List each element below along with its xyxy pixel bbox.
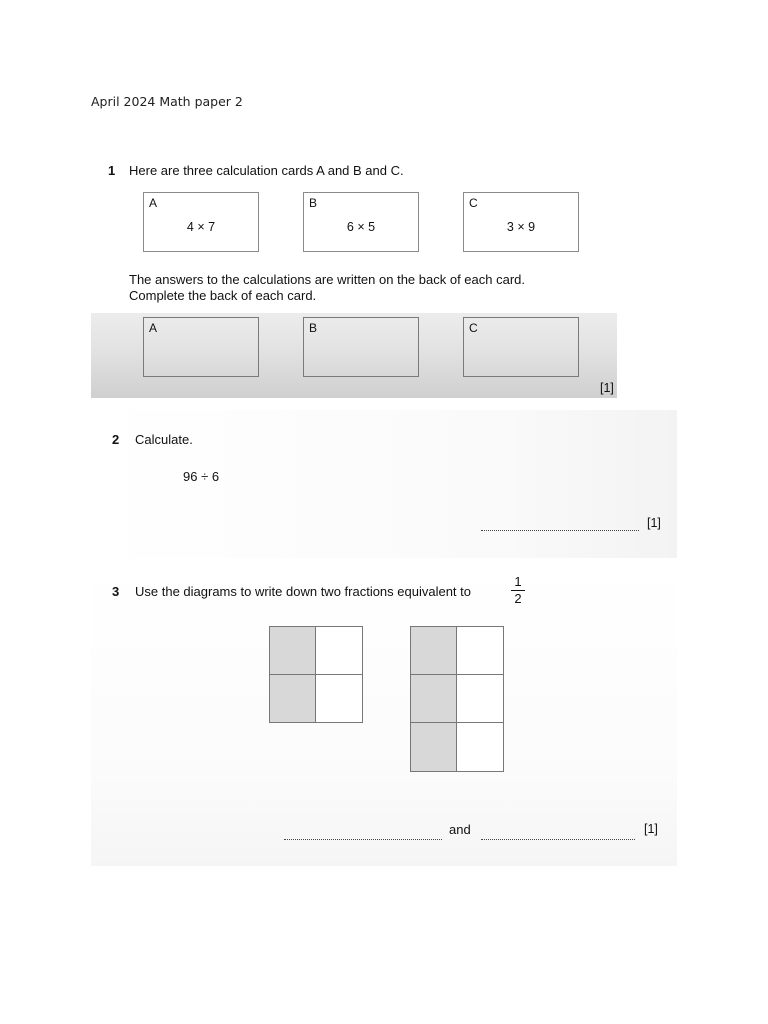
shaded-cell bbox=[411, 723, 457, 772]
question-3-answer-line-1[interactable] bbox=[284, 839, 442, 840]
card-front-a bbox=[143, 192, 259, 252]
card-letter: A bbox=[149, 196, 158, 210]
unshaded-cell bbox=[316, 627, 363, 675]
card-back-b[interactable] bbox=[303, 317, 419, 377]
card-expression: 4 × 7 bbox=[186, 220, 216, 234]
question-3-answer-line-2[interactable] bbox=[481, 839, 635, 840]
question-3 bbox=[91, 566, 677, 866]
question-1-instruction-2: Complete the back of each card. bbox=[129, 288, 317, 303]
shaded-cell bbox=[411, 675, 457, 723]
card-front-c bbox=[463, 192, 579, 252]
card-letter: C bbox=[469, 196, 478, 210]
question-1-marks: [1] bbox=[600, 381, 614, 395]
card-front-b bbox=[303, 192, 419, 252]
card-expression: 6 × 5 bbox=[346, 220, 376, 234]
card-back-a[interactable] bbox=[143, 317, 259, 377]
card-letter: B bbox=[309, 321, 318, 335]
shaded-cell bbox=[411, 627, 457, 675]
card-letter: A bbox=[149, 321, 158, 335]
question-2-marks: [1] bbox=[647, 516, 661, 530]
card-letter: B bbox=[309, 196, 318, 210]
fraction-denominator: 2 bbox=[514, 591, 522, 606]
question-3-prompt: Use the diagrams to write down two fractions equivalent to bbox=[135, 584, 472, 599]
unshaded-cell bbox=[316, 675, 363, 723]
question-2-number: 2 bbox=[112, 432, 120, 447]
card-letter: C bbox=[469, 321, 478, 335]
question-2-expression: 96 ÷ 6 bbox=[183, 469, 220, 484]
fraction-diagram-quarters bbox=[269, 626, 363, 723]
question-3-marks: [1] bbox=[644, 822, 658, 836]
shaded-cell bbox=[270, 675, 316, 723]
question-2-prompt: Calculate. bbox=[135, 432, 193, 447]
question-1-instruction-1: The answers to the calculations are written on the back of each card. bbox=[129, 272, 525, 287]
fraction-numerator: 1 bbox=[514, 574, 522, 589]
unshaded-cell bbox=[457, 675, 504, 723]
shaded-cell bbox=[270, 627, 316, 675]
question-1-number: 1 bbox=[108, 163, 116, 178]
question-3-number: 3 bbox=[112, 584, 120, 599]
question-1-prompt: Here are three calculation cards A and B and C. bbox=[129, 163, 404, 178]
document-title: April 2024 Math paper 2 bbox=[91, 94, 243, 109]
question-1 bbox=[91, 150, 617, 398]
question-2-answer-line[interactable] bbox=[481, 530, 639, 531]
fraction-one-half bbox=[510, 575, 526, 606]
unshaded-cell bbox=[457, 627, 504, 675]
fraction-diagram-sixths bbox=[410, 626, 504, 772]
card-expression: 3 × 9 bbox=[506, 220, 536, 234]
unshaded-cell bbox=[457, 723, 504, 772]
answer-joiner: and bbox=[449, 822, 471, 837]
card-back-c[interactable] bbox=[463, 317, 579, 377]
question-2 bbox=[91, 410, 677, 558]
